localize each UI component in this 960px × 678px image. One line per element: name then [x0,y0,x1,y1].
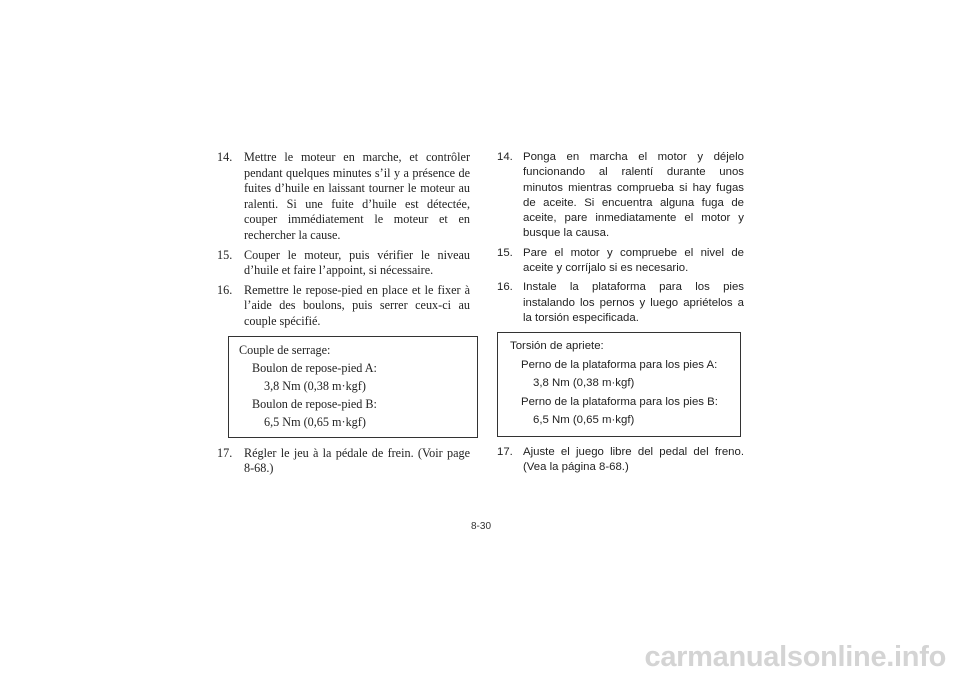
step-number: 15. [497,246,513,259]
spec-title: Torsión de apriete: [510,340,604,353]
torque-spec-box-es [497,332,741,437]
french-column [217,150,470,481]
spanish-column [497,150,744,479]
step-17-fr [217,446,470,477]
spec-label-b: Perno de la plataforma para los pies B: [521,395,718,408]
spec-value-a: 3,8 Nm (0,38 m·kgf) [533,377,635,390]
spec-value-b: 6,5 Nm (0,65 m·kgf) [264,414,366,429]
watermark: carmanualsonline.info [644,641,946,673]
step-text: Ajuste el juego libre del pedal del freno. (Vea la página 8-68.) [523,445,744,474]
spec-value-b: 6,5 Nm (0,65 m·kgf) [533,414,635,427]
spec-title: Couple de serrage: [239,342,331,357]
step-number: 16. [217,282,233,297]
spec-label-a: Boulon de repose-pied A: [252,360,377,375]
step-text: Remettre le repose-pied en place et le fixer à l’aide des boulons, puis serrer ceux-ci au couple spécifié. [244,282,470,328]
step-15-es [497,246,744,277]
step-text: Mettre le moteur en marche, et contrôler pendant quelques minutes s’il y a présence de fuites d’huile en laissant tourner le moteur au ralenti. Si une fuite d’huile est détectée, couper immédiatement le moteur et en rechercher la cause. [244,150,470,242]
step-17-es [497,445,744,476]
step-number: 17. [217,445,233,460]
step-14-fr [217,150,470,244]
spec-label-a: Perno de la plataforma para los pies A: [521,358,718,371]
step-number: 16. [497,281,513,294]
step-16-es [497,280,744,326]
step-number: 14. [497,151,513,163]
spec-value-a: 3,8 Nm (0,38 m·kgf) [264,378,366,393]
step-14-es [497,150,744,242]
step-text: Régler le jeu à la pédale de frein. (Voir page 8-68.) [244,445,470,476]
step-text: Pare el motor y compruebe el nivel de aceite y corríjalo si es necesario. [523,246,744,275]
step-number: 15. [217,247,233,262]
step-text: Instale la plataforma para los pies instalando los pernos y luego apriételos a la torsión especificada. [523,281,744,324]
step-text: Ponga en marcha el motor y déjelo funcionando al ralentí durante unos minutos mientras comprueba si hay fugas de aceite. Si encuentra alguna fuga de aceite, pare inmediatamente el motor y busque la causa. [523,151,744,240]
torque-spec-box-fr [228,336,478,438]
step-number: 14. [217,150,233,164]
step-16-fr [217,283,470,330]
step-15-fr [217,248,470,279]
spec-label-b: Boulon de repose-pied B: [252,396,377,411]
step-number: 17. [497,445,513,458]
page-number: 8-30 [471,521,492,532]
step-text: Couper le moteur, puis vérifier le niveau d’huile et faire l’appoint, si nécessaire. [244,247,470,278]
